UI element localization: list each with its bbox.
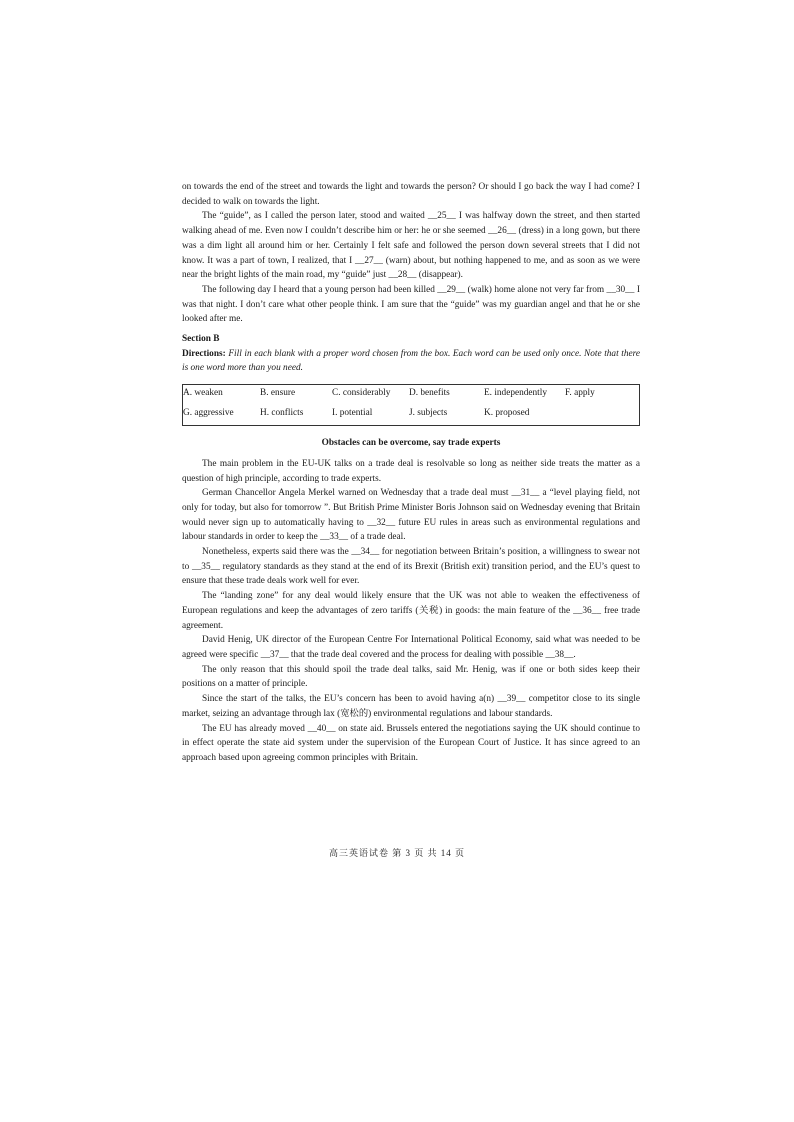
article-paragraph: The “landing zone” for any deal would likely ensure that the UK was not able to weaken the effectiveness of European regulations and keep the advantages of zero tariffs (关税) in goods: the main feature of the __36__ free trade agreement.: [182, 591, 640, 631]
continuation-paragraph: The “guide”, as I called the person later, stood and waited __25__ I was halfway down the street, and then started walking ahead of me. Even now I couldn’t describe him or her: he or she seemed __26__ (dress) in a long gown, but there was a dim light all around him or her. Certainly I felt safe and followed the person down several streets that I did not know. It was a part of town, I realized, that I __27__ (warn) about, but nothing happened to me, and as soon as we were near the bright lights of the main road, my “guide” just __28__ (disappear).: [182, 211, 640, 281]
section-b-directions: [182, 347, 640, 376]
article-paragraph: The only reason that this should spoil the trade deal talks, said Mr. Henig, was if one or both sides keep their positions on a matter of principle.: [182, 664, 640, 690]
word-option: I. potential: [332, 408, 373, 419]
word-option: A. weaken: [183, 388, 223, 399]
continuation-paragraph: on towards the end of the street and towards the light and towards the person? Or should I go back the way I had come? I decided to walk on towards the light.: [182, 182, 640, 207]
page-content: [182, 180, 640, 766]
word-option: G. aggressive: [183, 408, 234, 419]
word-option: K. proposed: [484, 408, 530, 419]
article-paragraph: David Henig, UK director of the European Centre For International Political Economy, said what was needed to be agreed were specific __37__ that the trade deal covered and the process for dealing with possible __38__.: [182, 635, 640, 660]
article-paragraph: The EU has already moved __40__ on state aid. Brussels entered the negotiations saying the UK should continue to in effect operate the state aid system under the supervision of the European Court of Justice. It has since agreed to an approach based upon agreeing common principles with Britain.: [182, 723, 640, 763]
article-paragraph: German Chancellor Angela Merkel warned on Wednesday that a trade deal must __31__ a “level playing field, not only for today, but also for tomorrow ”. But British Prime Minister Boris Johnson said on Wednesday evening that Britain would never sign up to automatically having to __32__ future EU rules in areas such as environmental regulations and labour standards in order to keep the __33__ of a trade deal.: [182, 488, 640, 543]
section-b-title: Section B: [182, 334, 220, 345]
word-option: C. considerably: [332, 388, 391, 399]
word-option: D. benefits: [409, 388, 450, 399]
word-option: B. ensure: [260, 388, 296, 399]
word-option: J. subjects: [409, 408, 448, 419]
article-paragraph: The main problem in the EU-UK talks on a trade deal is resolvable so long as neither side treats the matter as a question of high principle, according to trade experts.: [182, 458, 640, 484]
directions-text: Fill in each blank with a proper word chosen from the box. Each word can be used only once. Note that there is one word more than you need.: [182, 348, 641, 374]
page-footer: 高三英语试卷 第 3 页 共 14 页: [328, 848, 465, 858]
article-paragraph: Since the start of the talks, the EU’s concern has been to avoid having a(n) __39__ competitor close to its single market, seizing an advantage through lax (宽松的) environmental regulations and labour standards.: [182, 694, 640, 719]
word-option: H. conflicts: [260, 408, 304, 419]
directions-label: Directions:: [182, 348, 226, 359]
word-option: E. independently: [484, 388, 547, 399]
word-option: F. apply: [565, 388, 595, 399]
article-title: Obstacles can be overcome, say trade experts: [321, 438, 501, 449]
continuation-paragraph: The following day I heard that a young person had been killed __29__ (walk) home alone not very far from __30__ I was that night. I don’t care what other people think. I am sure that the “guide” was my guardian angel and that he or she looked after me.: [182, 284, 640, 325]
article-paragraph: Nonetheless, experts said there was the __34__ for negotiation between Britain’s position, a willingness to swear not to __35__ regulatory standards as they stand at the end of its Brexit (British exit) transition period, and the EU’s quest to ensure that these trade deals work well for ever.: [182, 547, 640, 587]
word-box: [182, 384, 640, 426]
